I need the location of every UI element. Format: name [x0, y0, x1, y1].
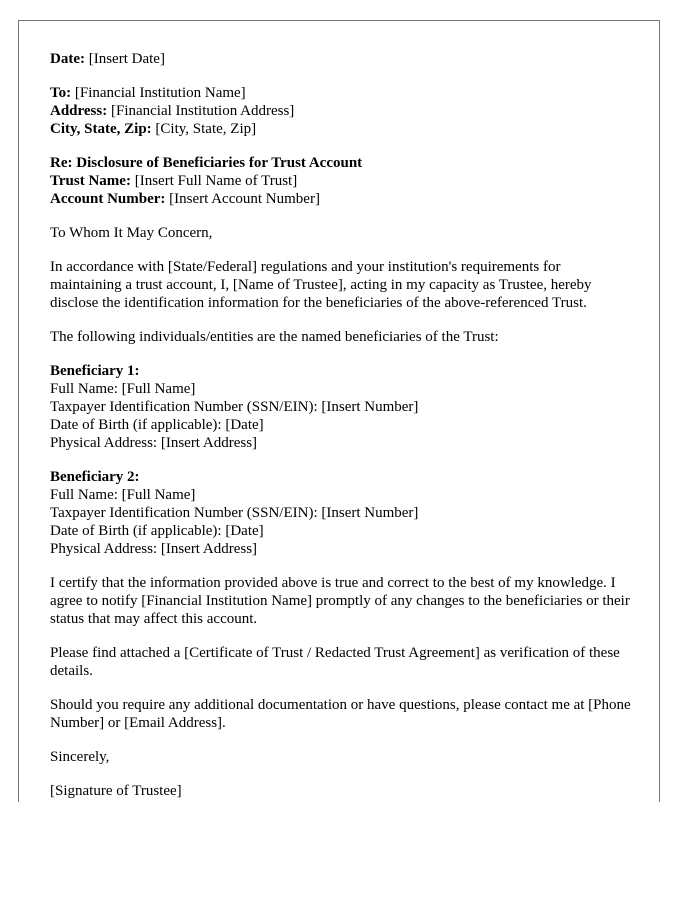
account-value: [Insert Account Number] — [169, 191, 320, 207]
beneficiary-address: Physical Address: [Insert Address] — [50, 435, 258, 451]
signature-placeholder: [Signature of Trustee] — [50, 783, 182, 799]
beneficiary-heading — [50, 468, 635, 486]
account-line — [50, 190, 635, 208]
re-text: Re: Disclosure of Beneficiaries for Trust Account — [50, 155, 363, 171]
beneficiary-heading — [50, 362, 635, 380]
list-intro-paragraph: The following individuals/entities are the named beneficiaries of the Trust: — [50, 329, 499, 345]
date-value: [Insert Date] — [88, 51, 165, 67]
to-value: [Financial Institution Name] — [74, 85, 246, 101]
subject-block — [50, 154, 635, 208]
to-label: To: — [50, 85, 72, 101]
date-block — [50, 50, 635, 68]
beneficiary-tin: Taxpayer Identification Number (SSN/EIN): [Insert Number] — [50, 505, 419, 521]
address-line — [50, 102, 635, 120]
account-label: Account Number: — [50, 191, 166, 207]
address-label: Address: — [50, 103, 108, 119]
attachment-paragraph: Please find attached a [Certificate of Trust / Redacted Trust Agreement] as verification of these details. — [50, 645, 620, 679]
trust-name-label: Trust Name: — [50, 173, 131, 189]
trust-name-value: [Insert Full Name of Trust] — [134, 173, 298, 189]
intro-paragraph: In accordance with [State/Federal] regulations and your institution's requirements for maintaining a trust account, I, [Name of Trustee], acting in my capacity as Trustee, hereby disclose the identification information for the beneficiaries of the above-referenced Trust. — [50, 259, 592, 311]
beneficiary-tin: Taxpayer Identification Number (SSN/EIN): [Insert Number] — [50, 399, 419, 415]
beneficiary-dob: Date of Birth (if applicable): [Date] — [50, 417, 264, 433]
city-line — [50, 120, 635, 138]
re-line — [50, 154, 635, 172]
address-value: [Financial Institution Address] — [110, 103, 295, 119]
salutation: To Whom It May Concern, — [50, 225, 213, 241]
to-line — [50, 84, 635, 102]
beneficiary-full-name: Full Name: [Full Name] — [50, 381, 196, 397]
city-label: City, State, Zip: — [50, 121, 152, 137]
beneficiary-full-name: Full Name: [Full Name] — [50, 487, 196, 503]
beneficiary-1-block — [50, 362, 635, 452]
trust-name-line — [50, 172, 635, 190]
beneficiary-1-heading: Beneficiary 1: — [50, 363, 140, 379]
beneficiary-2-heading: Beneficiary 2: — [50, 469, 140, 485]
letter-content — [50, 50, 635, 802]
letter-page — [18, 20, 660, 802]
beneficiary-dob: Date of Birth (if applicable): [Date] — [50, 523, 264, 539]
date-label: Date: — [50, 51, 85, 67]
certify-paragraph: I certify that the information provided above is true and correct to the best of my knowledge. I agree to notify [Financial Institution Name] promptly of any changes to the beneficiaries or their status that may affect this account. — [50, 575, 630, 627]
date-line — [50, 50, 635, 68]
city-value: [City, State, Zip] — [155, 121, 257, 137]
beneficiary-2-block — [50, 468, 635, 558]
recipient-block — [50, 84, 635, 138]
beneficiary-address: Physical Address: [Insert Address] — [50, 541, 258, 557]
contact-paragraph: Should you require any additional documentation or have questions, please contact me at [Phone Number] or [Email Address]. — [50, 697, 631, 731]
closing: Sincerely, — [50, 749, 110, 765]
